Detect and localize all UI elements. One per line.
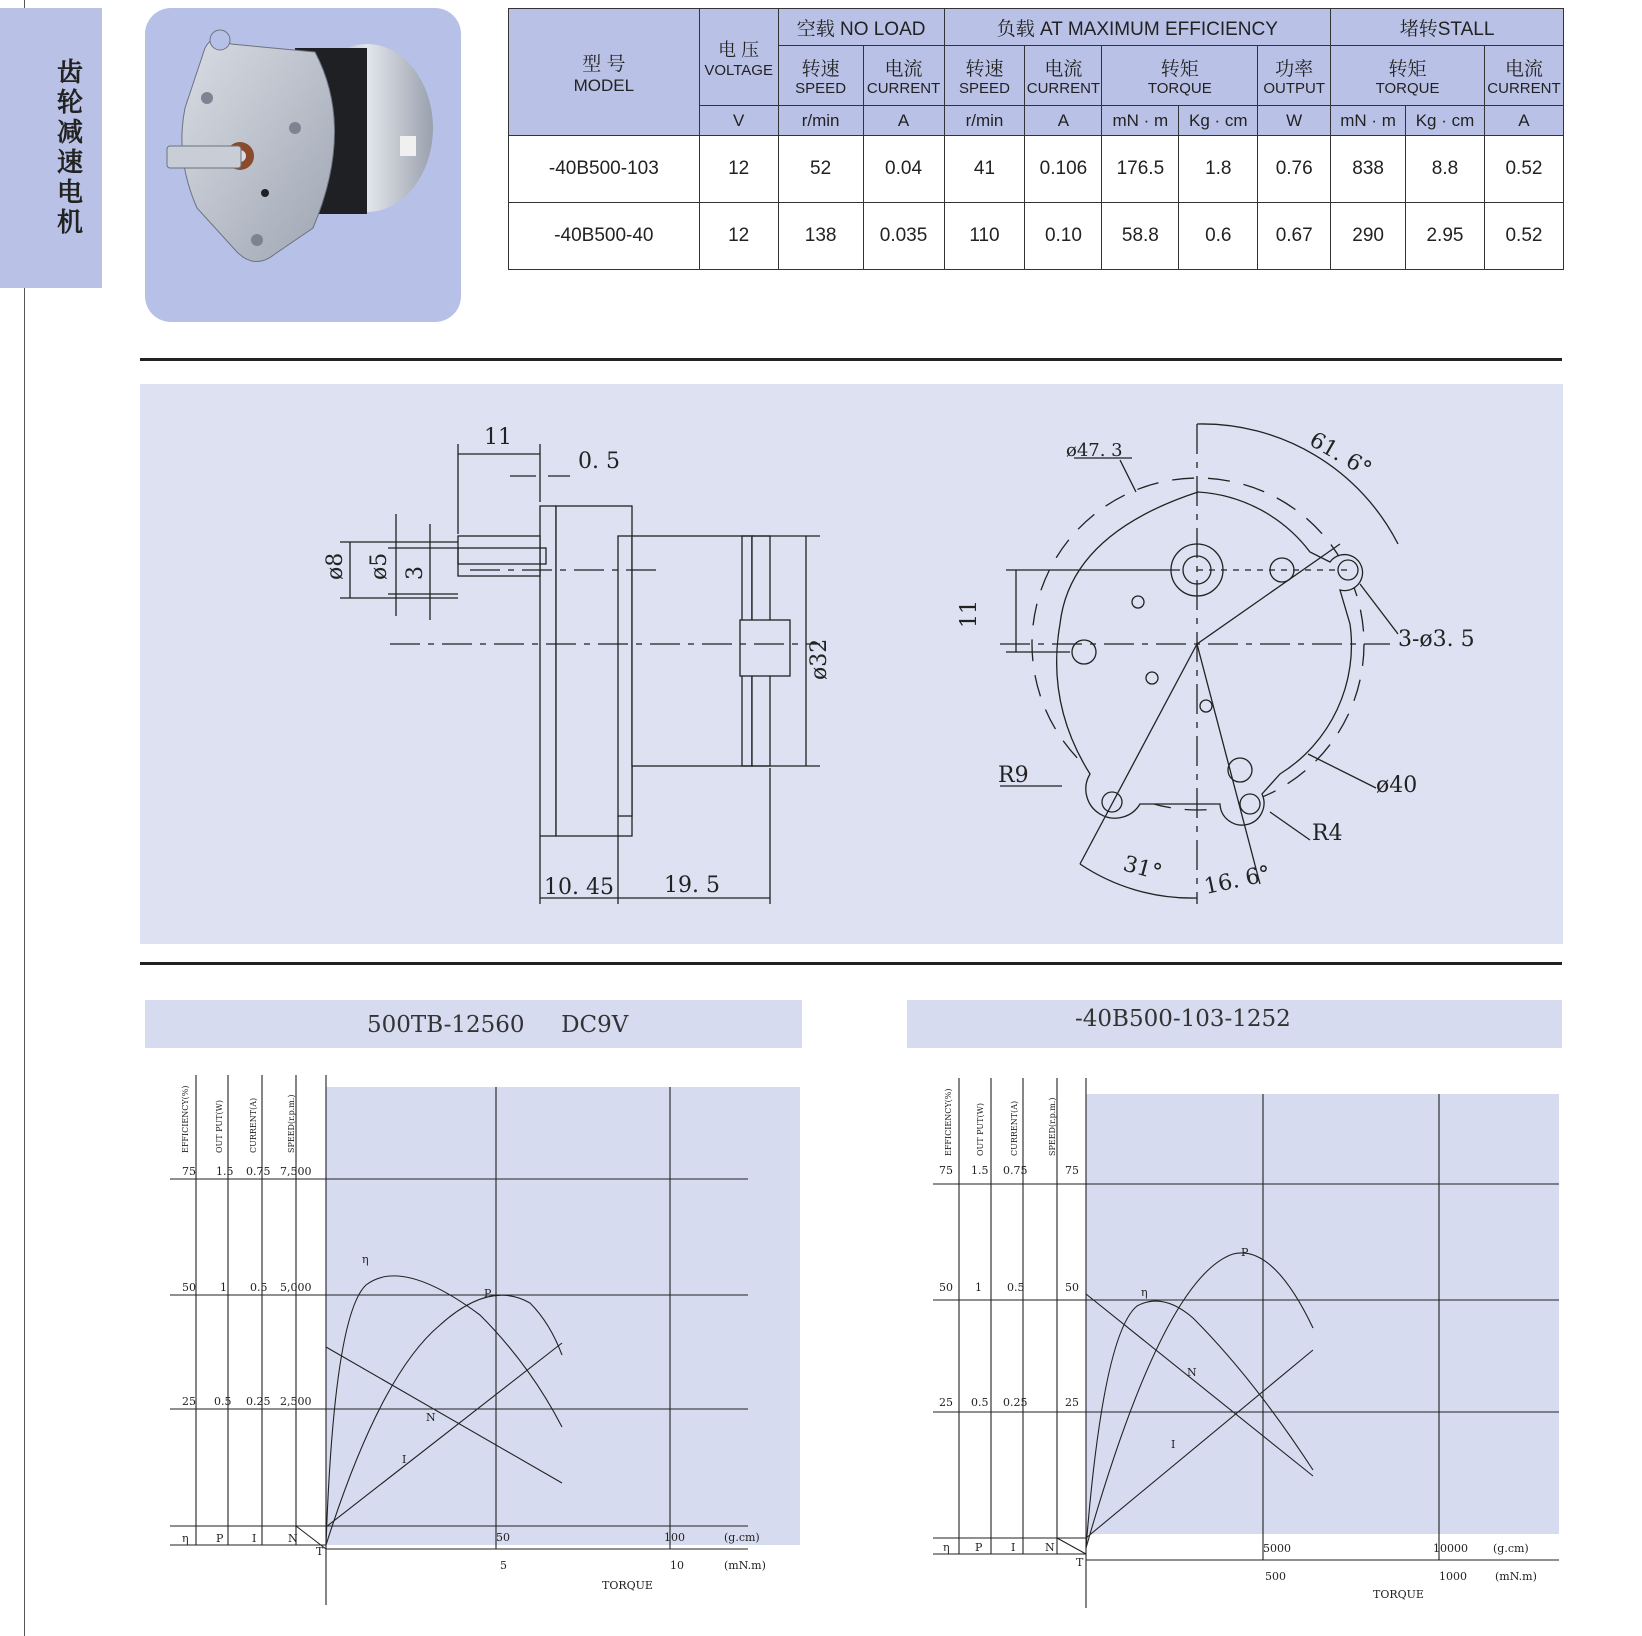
table-cell: 1.8 [1179,136,1258,203]
x-unit: (g.cm) [724,1531,760,1544]
table-cell: 110 [944,203,1025,270]
unit-cell: mN · m [1331,106,1406,136]
side-view [340,444,820,904]
table-cell: 41 [944,136,1025,203]
table-cell: 0.04 [863,136,944,203]
dim-label: 11 [957,600,982,628]
chart-title-bar [145,1000,802,1048]
chart-title: -40B500-103-1252 [1075,1006,1291,1032]
tick-label: 0.25 [246,1395,271,1408]
curve-label: P [484,1287,492,1300]
title-char: 减 [56,118,83,148]
axis-symbol: P [216,1532,224,1545]
section-divider [140,358,1562,361]
unit-cell: mN · m [1102,106,1179,136]
me-output-header: 功率 OUTPUT [1258,46,1331,106]
axis-symbol: N [288,1532,298,1545]
table-cell: 0.10 [1025,203,1102,270]
unit-cell: A [863,106,944,136]
tick-label: 0.5 [971,1396,989,1409]
me-torque-header: 转矩 TORQUE [1102,46,1258,106]
tick-label: 1 [220,1281,227,1294]
t-label: T [316,1545,324,1558]
stall-current-header: 电流 CURRENT [1484,46,1563,106]
table-cell: 0.035 [863,203,944,270]
tick-label: 1.5 [216,1165,234,1178]
curve-label: η [1141,1286,1148,1299]
voltage-header: 电 压 VOLTAGE [699,9,778,106]
dim-label: R4 [1312,821,1343,846]
unit-cell: W [1258,106,1331,136]
x-tick: 10000 [1433,1542,1468,1555]
unit-cell: Kg · cm [1179,106,1258,136]
dim-label: ø32 [807,638,832,680]
dim-label: 3-ø3. 5 [1398,627,1475,652]
x-unit: (mN.m) [724,1559,766,1572]
chart-title: 500TB-12560 DC9V [367,1012,629,1038]
table-cell: 12 [699,136,778,203]
product-photo [145,8,461,322]
unit-cell: r/min [778,106,863,136]
title-char: 速 [56,148,83,178]
table-cell: 0.76 [1258,136,1331,203]
model-header: 型 号 MODEL [509,9,700,136]
axis-head: EFFICIENCY(%) [181,1085,190,1153]
axis-head: SPEED(r.p.m.) [1048,1097,1057,1156]
dimension-drawing [140,384,1563,944]
dim-label: ø40 [1376,773,1418,798]
table-cell: 2.95 [1406,203,1485,270]
dim-label: 3 [403,566,428,580]
category-title [50,58,90,238]
dim-label: 10. 45 [544,875,614,900]
table-cell: 0.52 [1484,136,1563,203]
dim-label: 0. 5 [578,449,620,474]
axis-head: OUT PUT(W) [215,1100,224,1153]
tick-label: 2,500 [280,1395,312,1408]
axis-symbol: N [1045,1541,1055,1554]
me-current-header: 电流 CURRENT [1025,46,1102,106]
tick-label: 0.5 [1007,1281,1025,1294]
table-row [509,203,1564,270]
stall-torque-header: 转矩 TORQUE [1331,46,1485,106]
axis-head: EFFICIENCY(%) [944,1088,953,1156]
dim-label: ø8 [323,552,348,580]
x-tick: 50 [496,1531,510,1544]
table-cell: 838 [1331,136,1406,203]
axis-symbol: I [252,1532,257,1545]
x-axis-title: TORQUE [602,1579,653,1592]
curve-label: N [1187,1366,1197,1379]
table-cell: 8.8 [1406,136,1485,203]
model-cell: -40B500-103 [509,136,700,203]
section-divider [140,962,1562,965]
tick-label: 0.75 [1003,1164,1028,1177]
tick-label: 50 [939,1281,953,1294]
dim-label: 16. 6° [1202,861,1273,900]
table-cell: 290 [1331,203,1406,270]
axis-head: OUT PUT(W) [976,1103,985,1156]
x-unit: (mN.m) [1495,1570,1537,1583]
x-tick: 5000 [1263,1542,1291,1555]
tick-label: 7,500 [280,1165,312,1178]
dim-label: R9 [998,763,1029,788]
tick-label: 75 [1065,1164,1079,1177]
table-cell: 176.5 [1102,136,1179,203]
stall-header: 堵转STALL [1331,9,1564,46]
unit-cell: A [1484,106,1563,136]
dim-label: ø47. 3 [1066,440,1123,461]
tick-label: 25 [939,1396,953,1409]
curve-label: I [1171,1438,1176,1451]
max-efficiency-header: 负载 AT MAXIMUM EFFICIENCY [944,9,1331,46]
me-speed-header: 转速 SPEED [944,46,1025,106]
title-char: 齿 [56,58,83,88]
axis-symbol: η [182,1532,189,1545]
dim-label: 11 [484,425,512,450]
dim-label: 61. 6° [1305,427,1376,483]
table-cell: 138 [778,203,863,270]
tick-label: 25 [182,1395,196,1408]
dim-label: 31° [1120,851,1165,886]
tick-label: 0.5 [250,1281,268,1294]
tick-label: 1 [975,1281,982,1294]
axis-symbol: η [943,1541,950,1554]
x-axis-title: TORQUE [1373,1588,1424,1601]
no-load-header: 空载 NO LOAD [778,9,944,46]
t-label: T [1076,1556,1084,1569]
performance-chart-1 [170,1075,810,1605]
table-cell: 0.67 [1258,203,1331,270]
curve-label: I [402,1453,407,1466]
table-cell: 0.52 [1484,203,1563,270]
x-tick: 100 [664,1531,685,1544]
axis-symbol: I [1011,1541,1016,1554]
tick-label: 75 [939,1164,953,1177]
unit-cell: A [1025,106,1102,136]
table-cell: 52 [778,136,863,203]
table-cell: 0.106 [1025,136,1102,203]
curve-label: η [362,1253,369,1266]
tick-label: 0.75 [246,1165,271,1178]
table-cell: 58.8 [1102,203,1179,270]
table-cell: 0.6 [1179,203,1258,270]
curve-label: N [426,1411,436,1424]
nl-speed-header: 转速 SPEED [778,46,863,106]
x-tick: 1000 [1439,1570,1467,1583]
title-char: 电 [56,178,83,208]
title-char: 机 [56,208,83,238]
x-unit: (g.cm) [1493,1542,1529,1555]
title-char: 轮 [56,88,83,118]
tick-label: 1.5 [971,1164,989,1177]
category-side-tab [0,8,102,288]
performance-chart-2 [933,1078,1563,1608]
axis-head: CURRENT(A) [1010,1100,1019,1156]
chart-title-bar [907,1000,1562,1048]
dim-label: ø5 [367,552,392,580]
x-tick: 500 [1265,1570,1286,1583]
tick-label: 25 [1065,1396,1079,1409]
dim-label: 19. 5 [664,873,720,898]
tick-label: 50 [1065,1281,1079,1294]
unit-cell: Kg · cm [1406,106,1485,136]
table-cell: 12 [699,203,778,270]
spec-table [508,8,1564,270]
tick-label: 75 [182,1165,196,1178]
axis-head: SPEED(r.p.m.) [287,1094,296,1153]
model-cell: -40B500-40 [509,203,700,270]
table-row [509,136,1564,203]
nl-current-header: 电流 CURRENT [863,46,944,106]
unit-cell: V [699,106,778,136]
x-tick: 5 [500,1559,507,1572]
x-tick: 10 [670,1559,684,1572]
tick-label: 5,000 [280,1281,312,1294]
tick-label: 50 [182,1281,196,1294]
axis-symbol: P [975,1541,983,1554]
unit-cell: r/min [944,106,1025,136]
tick-label: 0.5 [214,1395,232,1408]
axis-head: CURRENT(A) [249,1097,258,1153]
curve-label: P [1241,1246,1249,1259]
tick-label: 0.25 [1003,1396,1028,1409]
